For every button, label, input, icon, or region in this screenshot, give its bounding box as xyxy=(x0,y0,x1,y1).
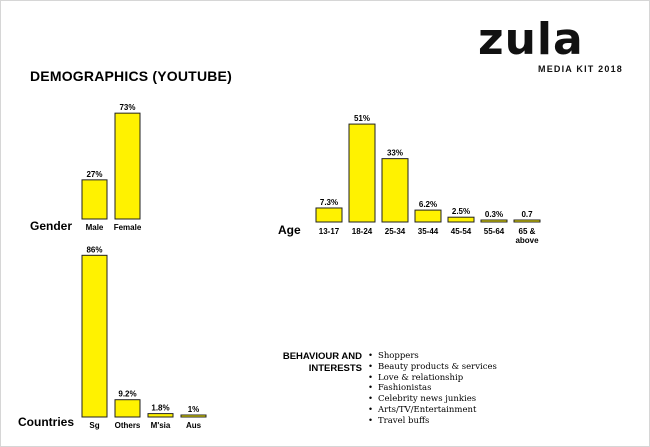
bar-value-label: 33% xyxy=(386,148,404,158)
bar xyxy=(448,217,474,222)
category-label: Aus xyxy=(185,421,202,430)
bar xyxy=(82,180,107,219)
behaviour-title-line1: BEHAVIOUR AND xyxy=(282,351,362,362)
category-label: 55-64 xyxy=(483,227,505,236)
interest-item: • Love & relationship xyxy=(368,373,497,384)
category-label: 25-34 xyxy=(384,227,406,236)
behaviour-title-line2: INTERESTS xyxy=(308,363,362,374)
bar-value-label: 86% xyxy=(86,245,103,255)
bar xyxy=(481,220,507,222)
age-chart-title: Age xyxy=(278,223,301,237)
bar xyxy=(382,159,408,222)
bar-value-label: 1.8% xyxy=(151,403,170,413)
countries-chart-title: Countries xyxy=(18,415,75,429)
bar-value-label: 0.3% xyxy=(484,210,504,219)
category-label: M'sia xyxy=(150,421,171,430)
brand-subtitle: MEDIA KIT 2018 xyxy=(538,64,623,74)
bar-value-label: 9.2% xyxy=(118,389,137,399)
bar xyxy=(148,414,173,417)
bar-value-label: 6.2% xyxy=(418,200,438,210)
bar xyxy=(115,400,140,417)
category-label: 65 & xyxy=(518,227,536,236)
bar xyxy=(349,124,375,222)
interests-list xyxy=(368,351,497,427)
brand-logo: zula xyxy=(478,14,584,65)
bar-value-label: 7.3% xyxy=(319,197,339,207)
bar xyxy=(316,208,342,222)
interest-item: • Shoppers xyxy=(368,351,497,362)
bar xyxy=(415,210,441,222)
bar-value-label: 1% xyxy=(187,405,200,414)
bar-value-label: 2.5% xyxy=(451,207,471,217)
gender-chart-title: Gender xyxy=(30,219,73,233)
category-label: 13-17 xyxy=(318,227,340,236)
category-label: Sg xyxy=(89,421,100,430)
interest-item: • Fashionistas xyxy=(368,383,497,394)
page-title: DEMOGRAPHICS (YOUTUBE) xyxy=(30,68,232,84)
category-label: Male xyxy=(85,223,104,232)
category-label: above xyxy=(515,236,539,245)
interest-item: • Celebrity news junkies xyxy=(368,394,497,405)
category-label: Others xyxy=(114,421,141,430)
interest-item: • Travel buffs xyxy=(368,416,497,427)
bar xyxy=(181,415,206,417)
category-label: 45-54 xyxy=(450,227,472,236)
bar xyxy=(115,113,140,219)
bar xyxy=(514,220,540,222)
bar-value-label: 51% xyxy=(353,114,371,124)
bar xyxy=(82,255,107,417)
bar-value-label: 0.7 xyxy=(521,210,533,219)
category-label: 35-44 xyxy=(417,227,439,236)
bar-value-label: 73% xyxy=(119,103,136,113)
category-label: 18-24 xyxy=(351,227,373,236)
interest-item: • Beauty products & services xyxy=(368,362,497,373)
behaviour-title xyxy=(270,351,362,375)
category-label: Female xyxy=(113,223,142,232)
interest-item: • Arts/TV/Entertainment xyxy=(368,405,497,416)
bar-value-label: 27% xyxy=(86,169,103,179)
